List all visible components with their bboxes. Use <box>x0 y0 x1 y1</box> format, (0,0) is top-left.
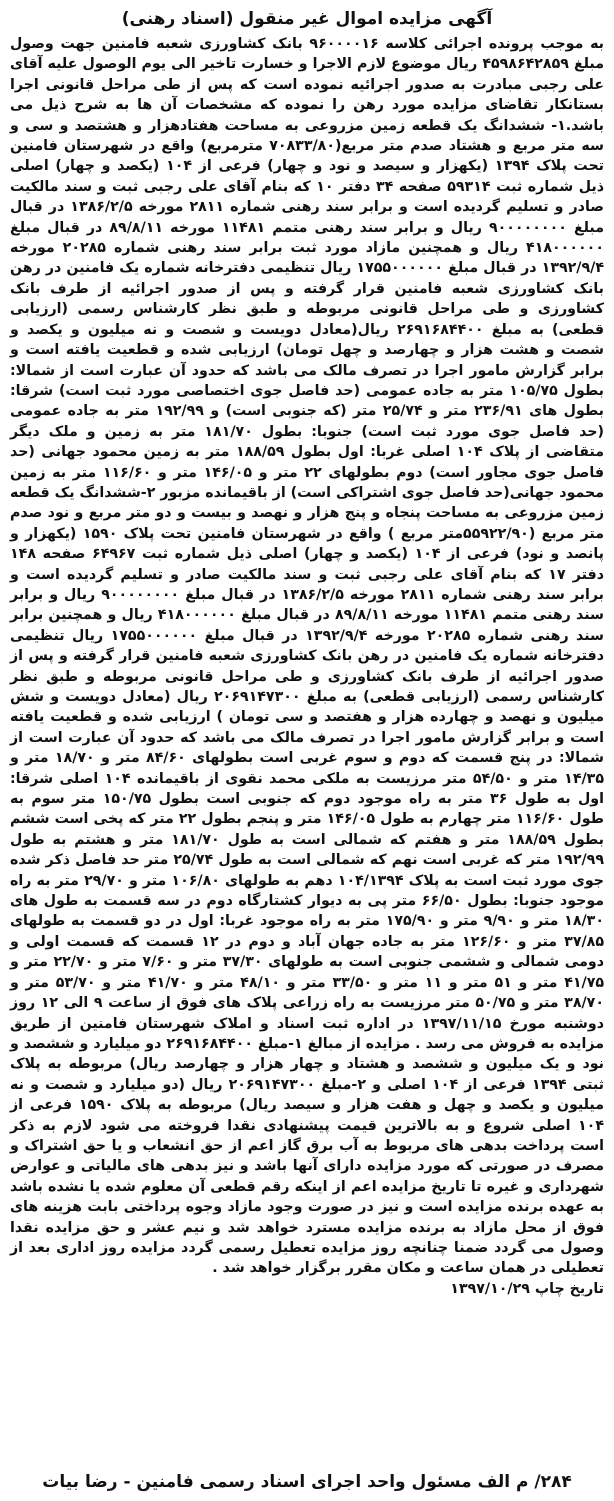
print-date: تاریخ چاپ ۱۳۹۷/۱۰/۲۹ <box>450 1280 604 1297</box>
notice-body <box>10 34 604 1279</box>
signature-line: ۲۸۴/ م الف مسئول واحد اجرای اسناد رسمی فامنین - رضا بیات <box>42 1472 572 1492</box>
notice-title: آگهی مزایده اموال غیر منقول (اسناد رهنی) <box>121 9 493 29</box>
notice-paragraph: به موجب پرونده اجرائی کلاسه ۹۶۰۰۰۰۱۶ بانک کشاورزی شعبه فامنین جهت وصول مبلغ ۴۵۹۸۶۴۲۸۵۹ ریال موضوع لازم الاجرا و خسارت تاخیر الی یوم الوصول علیه آقای علی رجبی مبادرت به صدور اجرائیه نموده است که پس از طی مراحل قانونی اجرا بستانکار تقاضای مزایده مورد رهن را نموده که مشخصات آن ها به شرح ذیل می باشد.۱- ششدانگ یک قطعه زمین مزروعی به مساحت هفتادهزار و هشتصد و سی و سه متر مربع و هشتاد صدم متر مربع(۷۰۸۳۳/۸۰ مترمربع) واقع در شهرستان فامنین تحت پلاک ۱۳۹۴ (یکهزار و سیصد و نود و چهار) فرعی از ۱۰۴ (یکصد و چهار) اصلی ذیل شماره ثبت ۵۹۳۱۴ صفحه ۳۴ دفتر ۱۰ که بنام آقای علی رجبی ثبت و سند مالکیت صادر و تسلیم گردیده است و برابر سند رهنی شماره ۲۸۱۱ مورخه ۱۳۸۶/۲/۵ در قبال مبلغ ۹۰۰۰۰۰۰۰۰ ریال و برابر سند رهنی متمم ۱۱۴۸۱ مورخه ۸۹/۸/۱۱ در قبال مبلغ ۴۱۸۰۰۰۰۰۰ ریال و همچنین مازاد مورد ثبت برابر سند رهنی شماره ۲۰۲۸۵ مورخه ۱۳۹۲/۹/۴ در قبال مبلغ ۱۷۵۵۰۰۰۰۰۰ ریال تنظیمی دفترخانه شماره یک فامنین در رهن بانک کشاورزی شعبه فامنین قرار گرفته و پس از صدور اجرائیه از طرف بانک کشاورزی و طی مراحل قانونی مربوطه و طبق نظر کارشناس رسمی (ارزیابی قطعی) به مبلغ ۲۶۹۱۶۸۴۴۰۰ ریال(معادل دویست و شصت و نه میلیون و یکصد و شصت و هشت هزار و چهارصد و چهل تومان) ارزیابی شده و قطعیت یافته است و برابر گزارش مامور اجرا در تصرف مالک می باشد که حدود آن عبارت است از شمالا: بطول ۱۰۵/۷۵ متر به جاده عمومی (حد فاصل جوی اختصاصی مورد ثبت است) شرقا: بطول های ۲۳۶/۹۱ متر و ۲۵/۷۴ متر (که جنوبی است) و ۱۹۲/۹۹ متر به جاده عمومی (حد فاصل جوی مورد ثبت است) جنوبا: بطول ۱۸۱/۷۰ متر به زمین و ملک دیگر متقاضی از پلاک ۱۰۴ اصلی غربا: اول بطول ۱۸۸/۵۹ متر به زمین محمود جهانی (حد فاصل جوی مجاور است) دوم بطولهای ۲۲ متر و ۱۴۶/۰۵ متر و ۱۱۶/۶۰ متر به زمین محمود جهانی(حد فاصل جوی اشتراکی است) از باقیمانده مزبور ۲-ششدانگ یک قطعه زمین مزروعی به مساحت پنجاه و پنج هزار و نهصد و بیست و دو متر مربع و نود صدم متر مربع (۵۵۹۲۲/۹۰متر مربع ) واقع در شهرستان فامنین تحت پلاک ۱۵۹۰ (یکهزار و پانصد و نود) فرعی از ۱۰۴ (یکصد و چهار) اصلی ذیل شماره ثبت ۶۴۹۶۷ صفحه ۱۴۸ دفتر ۱۷ که بنام آقای علی رجبی ثبت و سند مالکیت صادر و تسلیم گردیده است و برابر سند رهنی شماره ۲۸۱۱ مورخه ۱۳۸۶/۲/۵ در قبال مبلغ ۹۰۰۰۰۰۰۰۰ ریال و برابر سند رهنی متمم ۱۱۴۸۱ مورخه ۸۹/۸/۱۱ در قبال مبلغ ۴۱۸۰۰۰۰۰۰ ریال و همچنین برابر سند رهنی شماره ۲۰۲۸۵ مورخه ۱۳۹۲/۹/۴ در قبال مبلغ ۱۷۵۵۰۰۰۰۰۰ ریال تنظیمی دفترخانه شماره یک فامنین در رهن بانک کشاورزی شعبه فامنین قرار گرفته و پس از صدور اجرائیه از طرف بانک کشاورزی و طی مراحل قانونی مربوطه و طبق نظر کارشناس رسمی (ارزیابی قطعی) به مبلغ ۲۰۶۹۱۴۷۳۰۰ ریال (معادل دویست و شش میلیون و نهصد و چهارده هزار و هفتصد و سی تومان ) ارزیابی شده و قطعیت یافته است و برابر گزارش مامور اجرا در تصرف مالک می باشد که حدود آن عبارت است از شمالا: در پنج قسمت که دوم و سوم غربی است بطولهای ۸۴/۶۰ متر و ۱۸/۷۰ متر و ۱۴/۳۵ متر و ۵۴/۵۰ متر مرزیست به ملکی محمد نقوی از باقیمانده ۱۰۴ اصلی شرقا: اول به طول ۳۶ متر به راه موجود دوم که جنوبی است بطول ۱۵۰/۷۵ متر سوم به طول ۱۱۶/۶۰ متر چهارم به طول ۱۴۶/۰۵ متر و پنجم بطول ۲۲ متر که پخی است ششم بطول ۱۸۸/۵۹ متر و هفتم که شمالی است به طول ۱۸۱/۷۰ متر و هشتم به طول ۱۹۲/۹۹ متر که غربی است نهم که شمالی است به طول ۲۵/۷۴ متر حد فاصل ذکر شده جوی مورد ثبت است به پلاک ۱۰۴/۱۳۹۴ دهم به طولهای ۱۰۶/۸۰ متر و ۲۹/۷۰ متر به راه موجود جنوبا: بطول ۶۶/۵۰ متر پی به دیوار کشتارگاه دوم در سه قسمت به طول های ۱۸/۳۰ متر و ۹/۹۰ متر و ۱۷۵/۹۰ متر به راه موجود غربا: اول در دو قسمت به طولهای ۳۷/۸۵ متر و ۱۲۶/۶۰ متر به جاده جهان آباد و دوم در ۱۲ قسمت که قسمت اولی و دومی شمالی و ششمی جنوبی است به طولهای ۳۷/۳۰ متر و ۷/۶۰ متر و ۲۲/۷۰ متر و ۴۱/۷۵ متر و ۵۱ متر و ۱۱ متر و ۳۳/۵۰ متر و ۴۸/۱۰ متر و ۴۱/۷۰ متر و ۵۳/۷۰ متر و ۳۸/۷۰ متر و ۵۰/۷۵ متر مرزیست به راه زراعی پلاک های فوق از ساعت ۹ الی ۱۲ روز دوشنبه مورخ ۱۳۹۷/۱۱/۱۵ در اداره ثبت اسناد و املاک شهرستان فامنین از طریق مزایده به فروش می رسد . مزایده از مبالغ ۱-مبلغ ۲۶۹۱۶۸۴۴۰۰ دو میلیارد و ششصد و نود و یک میلیون و ششصد و هشتاد و چهار هزار و چهارصد ریال) مربوطه به پلاک ثبتی ۱۳۹۴ فرعی از ۱۰۴ اصلی و ۲-مبلغ ۲۰۶۹۱۴۷۳۰۰ ریال (دو میلیارد و شصت و نه میلیون و یکصد و چهل و هفت هزار و سیصد ریال) مربوطه به پلاک ۱۵۹۰ فرعی از ۱۰۴ اصلی شروع و به بالاترین قیمت پیشنهادی نقدا فروخته می شود لازم به ذکر است پرداخت بدهی های مربوط به آب برق گاز اعم از حق انشعاب و یا حق اشتراک و مصرف در صورتی که مورد مزایده دارای آنها باشد و نیز بدهی های مالیاتی و عوارض شهرداری و غیره تا تاریخ مزایده اعم از اینکه رقم قطعی آن معلوم شده یا نشده باشد به عهده برنده مزایده است و نیز در صورت وجود مازاد وجوه پرداختی بابت هزینه های فوق از محل مازاد به برنده مزایده مسترد خواهد شد و نیم عشر و حق مزایده نقدا وصول می گردد ضمنا چنانچه روز مزایده تعطیل رسمی گردد مزایده روز اداری بعد از تعطیلی در همان ساعت و مکان مقرر برگزار خواهد شد . <box>10 36 605 1277</box>
